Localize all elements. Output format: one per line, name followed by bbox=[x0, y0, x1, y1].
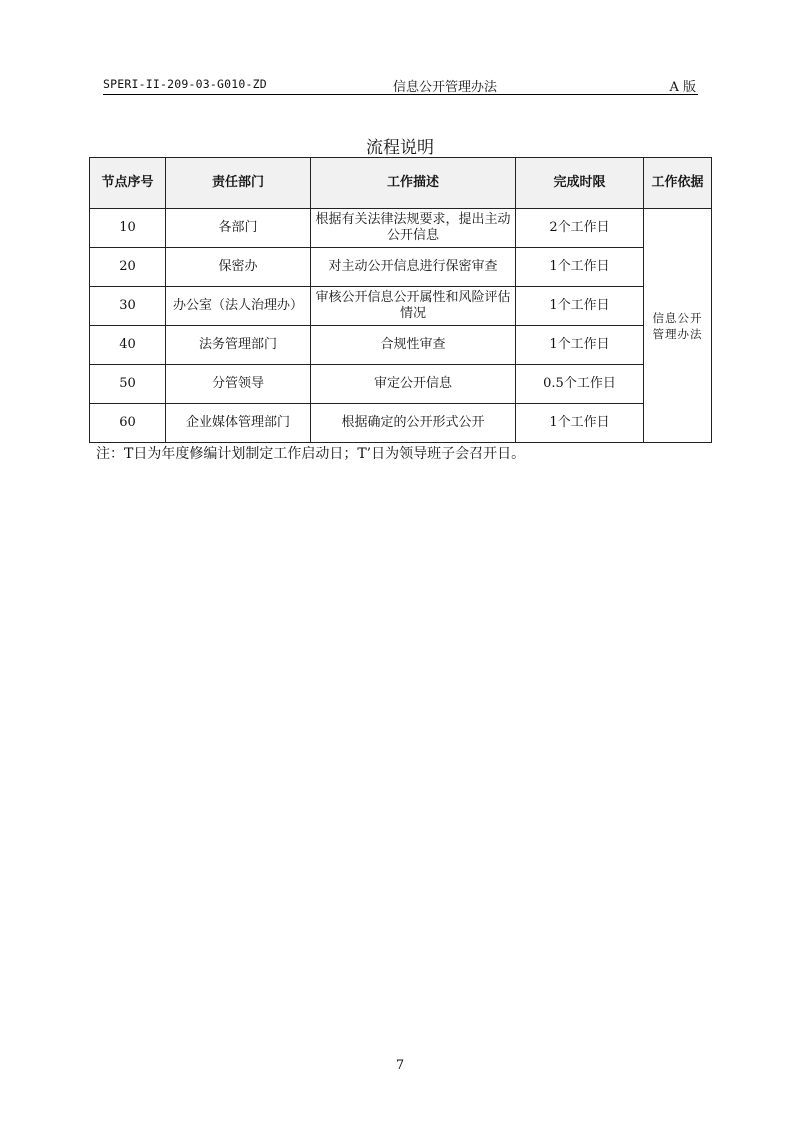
document-title: 信息公开管理办法 bbox=[393, 80, 498, 95]
time-limit: 0.5个工作日 bbox=[516, 365, 644, 404]
responsible-department: 各部门 bbox=[166, 209, 311, 248]
work-description: 根据确定的公开形式公开 bbox=[311, 404, 516, 443]
document-code: SPERI-II-209-03-G010-ZD bbox=[103, 77, 267, 91]
column-header-description: 工作描述 bbox=[311, 158, 516, 209]
table-row bbox=[90, 365, 712, 404]
work-basis: 信息公开管理办法 bbox=[644, 209, 712, 443]
page-number: 7 bbox=[395, 1058, 405, 1073]
column-header-department: 责任部门 bbox=[166, 158, 311, 209]
work-description: 审定公开信息 bbox=[311, 365, 516, 404]
node-number: 60 bbox=[90, 404, 166, 443]
time-limit: 1个工作日 bbox=[516, 326, 644, 365]
responsible-department: 办公室（法人治理办） bbox=[166, 287, 311, 326]
column-header-node: 节点序号 bbox=[90, 158, 166, 209]
page-header bbox=[103, 76, 698, 95]
column-header-time-limit: 完成时限 bbox=[516, 158, 644, 209]
node-number: 20 bbox=[90, 248, 166, 287]
time-limit: 1个工作日 bbox=[516, 287, 644, 326]
time-limit: 2个工作日 bbox=[516, 209, 644, 248]
table-row bbox=[90, 209, 712, 248]
table-row bbox=[90, 248, 712, 287]
node-number: 40 bbox=[90, 326, 166, 365]
table-row bbox=[90, 404, 712, 443]
work-description: 审核公开信息公开属性和风险评估情况 bbox=[311, 287, 516, 326]
process-table bbox=[89, 157, 712, 443]
responsible-department: 保密办 bbox=[166, 248, 311, 287]
table-row bbox=[90, 326, 712, 365]
node-number: 50 bbox=[90, 365, 166, 404]
table-row bbox=[90, 287, 712, 326]
node-number: 10 bbox=[90, 209, 166, 248]
table-header-row bbox=[90, 158, 712, 209]
section-title: 流程说明 bbox=[366, 138, 434, 158]
responsible-department: 法务管理部门 bbox=[166, 326, 311, 365]
column-header-basis: 工作依据 bbox=[644, 158, 712, 209]
work-description: 对主动公开信息进行保密审查 bbox=[311, 248, 516, 287]
time-limit: 1个工作日 bbox=[516, 404, 644, 443]
responsible-department: 分管领导 bbox=[166, 365, 311, 404]
table-note: 注：T日为年度修编计划制定工作启动日；T’日为领导班子会召开日。 bbox=[96, 446, 526, 462]
responsible-department: 企业媒体管理部门 bbox=[166, 404, 311, 443]
node-number: 30 bbox=[90, 287, 166, 326]
time-limit: 1个工作日 bbox=[516, 248, 644, 287]
document-version: A 版 bbox=[669, 80, 696, 95]
work-description: 合规性审查 bbox=[311, 326, 516, 365]
work-description: 根据有关法律法规要求，提出主动公开信息 bbox=[311, 209, 516, 248]
